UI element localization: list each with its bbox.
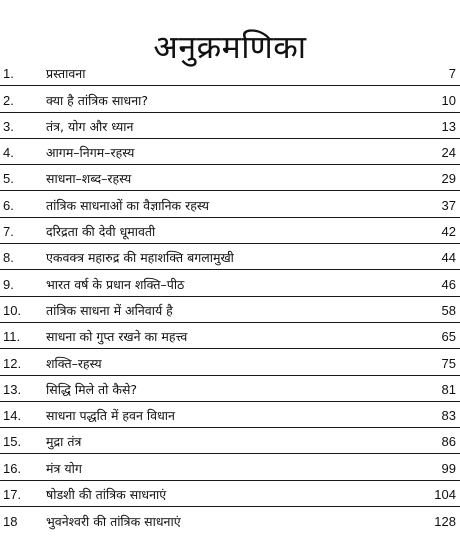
toc-entry-title: तांत्रिक साधनाओं का वैज्ञानिक रहस्य [46, 197, 209, 213]
toc-entry-number: 10. [3, 302, 22, 318]
toc-entry-title: सिद्धि मिले तो कैसे? [46, 381, 138, 397]
toc-entry [0, 165, 460, 191]
toc-entry-number: 18 [3, 514, 18, 530]
toc-entry [0, 376, 460, 402]
toc-entry-page-number: 7 [448, 66, 456, 82]
toc-entry-number: 6. [3, 197, 14, 213]
toc-entry [0, 454, 460, 480]
toc-entry-number: 4. [3, 145, 14, 161]
toc-entry-title: शक्ति–रहस्य [46, 355, 102, 371]
toc-entry [0, 481, 460, 507]
toc-entry-number: 13. [3, 381, 22, 397]
toc-entry [0, 113, 460, 139]
toc-entry [0, 297, 460, 323]
page-title: अनुक्रमणिका [153, 28, 307, 67]
toc-entry-page-number: 42 [441, 224, 456, 240]
toc-entry-number: 1. [3, 66, 14, 82]
toc-entry [0, 270, 460, 296]
toc-entry-title: प्रस्तावना [46, 66, 86, 82]
toc-entry-title: भारत वर्ष के प्रधान शक्ति–पीठ [46, 276, 185, 292]
toc-entry-number: 16. [3, 460, 22, 476]
toc-entry-title: तंत्र, योग और ध्यान [46, 118, 134, 134]
toc-entry-number: 3. [3, 118, 14, 134]
toc-entry [0, 244, 460, 270]
toc-entry-title: एकवक्त्र महारुद्र की महाशक्ति बगलामुखी [46, 250, 234, 266]
toc-entry-page-number: 10 [441, 92, 456, 108]
toc-entry-title: दरिद्रता की देवी धूमावती [46, 224, 156, 240]
toc-entry-page-number: 29 [441, 171, 456, 187]
toc-entry-number: 8. [3, 250, 14, 266]
toc-entry-number: 5. [3, 171, 14, 187]
toc-entry-title: क्या है तांत्रिक साधना? [46, 92, 149, 108]
toc-entry-title: आगम–निगम–रहस्य [46, 145, 135, 161]
toc-entry-title: षोडशी की तांत्रिक साधनाएं [46, 487, 167, 503]
toc-entry-number: 12. [3, 355, 22, 371]
toc-entry-title: साधना को गुप्त रखने का महत्त्व [46, 329, 188, 345]
toc-entry-page-number: 104 [434, 487, 456, 503]
toc-entry [0, 349, 460, 375]
toc-entry-title: मंत्र योग [46, 460, 82, 476]
toc-entry-number: 11. [3, 329, 21, 345]
toc-entry-page-number: 24 [441, 145, 456, 161]
toc-entry-title: भुवनेश्वरी की तांत्रिक साधनाएं [46, 514, 181, 530]
toc-entry-number: 14. [3, 408, 22, 424]
toc-entry-number: 2. [3, 92, 14, 108]
toc-entry-page-number: 75 [441, 355, 456, 371]
toc-entry-page-number: 44 [441, 250, 456, 266]
toc-entry-page-number: 128 [434, 514, 456, 530]
toc-entry [0, 507, 460, 533]
toc-entry [0, 402, 460, 428]
toc-entry-number: 7. [3, 224, 14, 240]
toc-entry [0, 218, 460, 244]
toc-entry-title: साधना पद्धति में हवन विधान [46, 408, 175, 424]
toc-entry-number: 17. [3, 487, 22, 503]
toc-entry [0, 323, 460, 349]
toc-entry-page-number: 13 [441, 118, 456, 134]
toc-entry-title: साधना–शब्द–रहस्य [46, 171, 132, 187]
toc-entry-number: 9. [3, 276, 14, 292]
toc-entry-title: तांत्रिक साधना में अनिवार्य है [46, 302, 173, 318]
toc-entry-page-number: 83 [441, 408, 456, 424]
toc-entry [0, 60, 460, 86]
toc-entry [0, 428, 460, 454]
toc-entry-page-number: 58 [441, 302, 456, 318]
toc-entry [0, 191, 460, 217]
toc-entry [0, 139, 460, 165]
toc-entry-page-number: 86 [441, 434, 456, 450]
toc-entry-page-number: 81 [441, 381, 456, 397]
table-of-contents [0, 60, 460, 533]
toc-entry-page-number: 65 [441, 329, 456, 345]
toc-entry-page-number: 37 [441, 197, 456, 213]
toc-entry-number: 15. [3, 434, 22, 450]
toc-entry-page-number: 46 [441, 276, 456, 292]
toc-entry-title: मुद्रा तंत्र [46, 434, 82, 450]
toc-entry [0, 86, 460, 112]
toc-entry-page-number: 99 [441, 460, 456, 476]
